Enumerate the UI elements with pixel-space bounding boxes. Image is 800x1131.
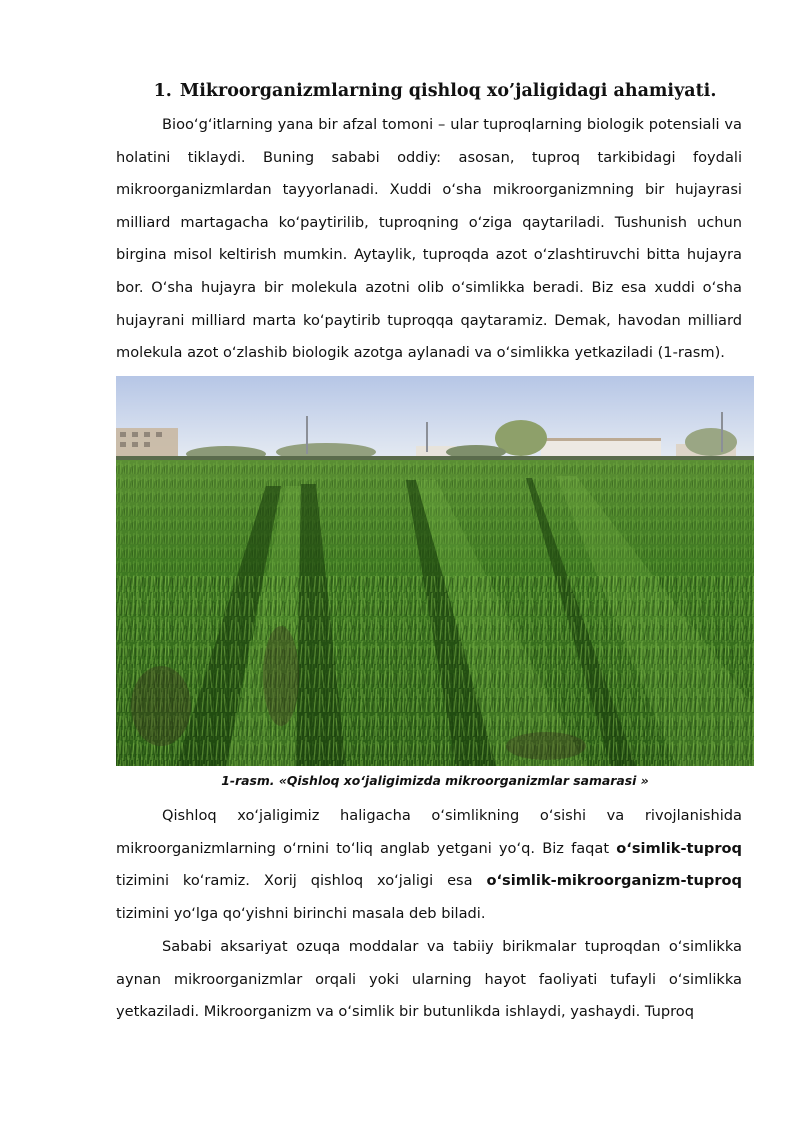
paragraph-3: Sababi aksariyat ozuqa moddalar va tabiiy birikmalar tuproqdan o‘simlikka aynan mikroorganizmlar orqali yoki ularning hayot faoliyati tufayli o‘simlikka yetkaziladi. Mikroorganizm va o‘simlik bir butunlikda ishlaydi, yashaydi. Tuproq [116,938,742,1021]
term-plant-microorganism-soil: o‘simlik-mikroorganizm-tuproq [486,872,742,890]
figure-caption: 1-rasm. «Qishloq xo‘jaligimizda mikroorganizmlar samarasi » [221,773,649,788]
paragraph-2-text-e: tizimini yo‘lga qo‘yishni birinchi masala deb biladi. [116,904,486,922]
paragraph-1: Bioo‘g‘itlarning yana bir afzal tomoni – ular tuproqlarning biologik potensiali va holatini tiklaydi. Buning sababi oddiy: asosan, tuproq tarkibidagi foydali mikroorganizmlardan tayyorlanadi. Xuddi o‘sha mikroorganizmning bir hujayrasi milliard martagacha ko‘paytirilib, tuproqning o‘ziga qaytariladi. Tushunish uchun birgina misol keltirish mumkin. Aytaylik, tuproqda azot o‘zlashtiruvchi bitta hujayra bor. O‘sha hujayra bir molekula azotni olib o‘simlikka beradi. Biz esa xuddi o‘sha hujayrani milliard marta ko‘paytirib tuproqqa qaytaramiz. Demak, havodan milliard molekula azot o‘zlashib biologik azotga aylanadi va o‘simlikka yetkaziladi (1-rasm). [116,116,742,362]
figure-wheat-field-photo [116,376,754,766]
section-title-text: Mikroorganizmlarning qishloq xo’jaligidagi ahamiyati. [179,81,717,101]
section-title [116,78,754,104]
paragraph-2 [116,800,742,930]
section-number: 1. [153,81,172,101]
wheat-field-image [116,376,754,766]
term-plant-soil: o‘simlik-tuproq [616,839,742,857]
paragraph-2-text-a: Qishloq xo‘jaligimiz haligacha o‘simlikning o‘sishi va rivojlanishida mikroorganizmlarning o‘rnini to‘liq anglab yetgani yo‘q. Biz faqat [116,807,742,857]
paragraph-2-text-c: tizimini ko‘ramiz. Xorij qishloq xo‘jaligi esa [116,872,487,890]
